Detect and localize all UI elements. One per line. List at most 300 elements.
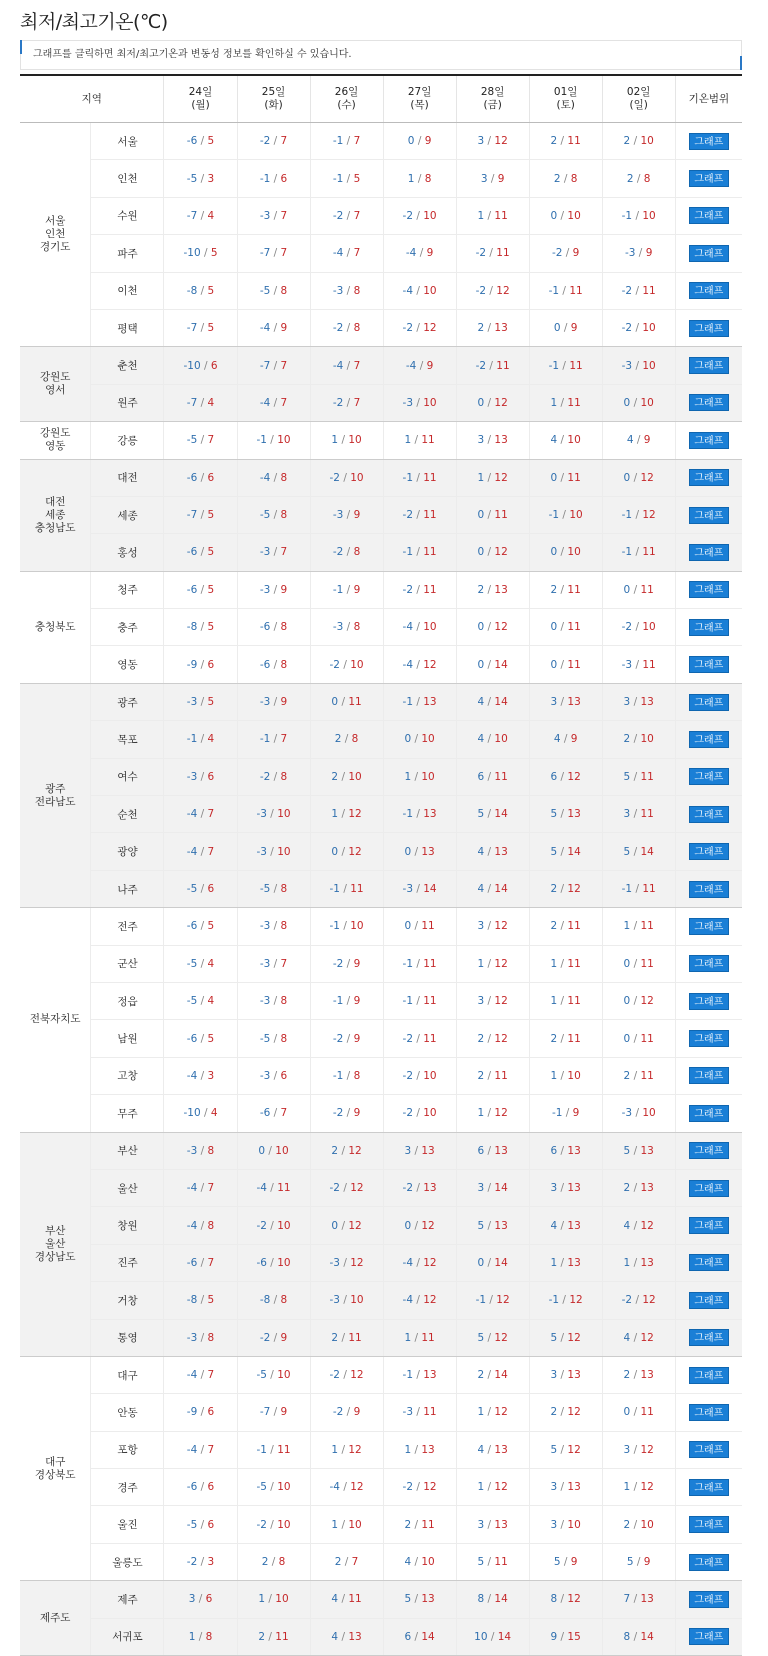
temp-cell: [237, 646, 310, 683]
graph-button[interactable]: 그래프: [689, 1367, 729, 1384]
city-name: 광양: [91, 833, 164, 870]
day-header: [529, 75, 602, 123]
temp-separator: /: [630, 845, 641, 858]
temp-cell: [383, 1581, 456, 1618]
graph-button[interactable]: 그래프: [689, 1217, 729, 1234]
min-temp: -3: [256, 845, 267, 858]
min-temp: 2: [258, 1630, 266, 1643]
graph-button[interactable]: 그래프: [689, 320, 729, 337]
min-temp: 4: [553, 733, 561, 746]
temp-separator: /: [343, 359, 354, 372]
city-name: 강릉: [91, 422, 164, 459]
region-cell: [20, 123, 91, 347]
min-temp: 2: [550, 883, 558, 895]
temp-separator: /: [266, 1481, 278, 1494]
max-temp: 11: [423, 509, 437, 522]
table-row: [20, 1618, 742, 1655]
max-temp: 6: [207, 1518, 215, 1531]
max-temp: 11: [348, 1593, 362, 1606]
temp-separator: /: [484, 920, 495, 933]
temp-separator: /: [413, 957, 424, 970]
temp-separator: /: [632, 1294, 643, 1307]
temp-cell: [164, 1095, 237, 1132]
graph-cell: [675, 309, 742, 346]
graph-button[interactable]: 그래프: [689, 881, 729, 898]
temp-separator: /: [343, 546, 354, 559]
min-temp: -1: [621, 546, 633, 559]
max-temp: 10: [494, 733, 508, 746]
min-temp: -1: [548, 509, 560, 522]
day-weekday: (화): [264, 99, 283, 111]
region-cell: [20, 1356, 91, 1580]
temp-cell: [383, 1207, 456, 1244]
max-temp: 12: [567, 883, 581, 895]
region-name: 경상남도: [34, 1250, 76, 1263]
min-temp: 3: [480, 172, 488, 185]
temp-cell: [602, 1207, 675, 1244]
min-temp: 2: [550, 920, 558, 933]
max-temp: 5: [207, 135, 215, 148]
temp-separator: /: [413, 1032, 424, 1045]
temp-cell: [237, 758, 310, 795]
temp-separator: /: [266, 1219, 278, 1232]
city-name: 서울: [91, 123, 164, 160]
min-temp: -5: [186, 883, 198, 895]
max-temp: 11: [567, 1032, 581, 1045]
max-temp: 10: [277, 1518, 291, 1531]
min-temp: -6: [186, 1481, 198, 1494]
min-temp: -6: [186, 583, 198, 596]
city-name: 울산: [91, 1169, 164, 1206]
graph-button[interactable]: 그래프: [689, 133, 729, 150]
min-temp: 0: [477, 546, 485, 559]
max-temp: 12: [494, 920, 508, 933]
graph-button[interactable]: 그래프: [689, 1329, 729, 1346]
min-temp: 0: [553, 322, 561, 335]
temp-separator: /: [343, 209, 354, 222]
temp-separator: /: [343, 396, 354, 409]
temp-cell: [456, 496, 529, 533]
min-temp: -5: [186, 957, 198, 970]
temp-separator: /: [411, 1219, 422, 1232]
max-temp: 7: [280, 396, 288, 409]
temperature-table: [20, 74, 742, 1656]
region-name: 대전: [45, 495, 66, 508]
max-temp: 12: [494, 396, 508, 409]
max-temp: 9: [280, 1406, 288, 1419]
max-temp: 11: [421, 434, 435, 447]
graph-button[interactable]: 그래프: [689, 806, 729, 823]
temp-separator: /: [266, 1369, 278, 1382]
graph-button[interactable]: 그래프: [689, 1254, 729, 1271]
temp-cell: [164, 1394, 237, 1431]
temp-separator: /: [557, 1256, 568, 1269]
max-temp: 9: [353, 1032, 361, 1045]
temp-separator: /: [343, 247, 354, 260]
max-temp: 8: [351, 733, 359, 746]
temp-separator: /: [270, 1331, 281, 1344]
graph-button[interactable]: 그래프: [689, 1180, 729, 1197]
graph-button[interactable]: 그래프: [689, 1554, 729, 1571]
min-temp: -2: [332, 1032, 344, 1045]
graph-cell: [675, 1095, 742, 1132]
max-temp: 12: [569, 1294, 583, 1307]
page-title: 최저/최고기온(℃): [20, 11, 168, 33]
graph-cell: [675, 160, 742, 197]
max-temp: 5: [207, 546, 215, 559]
min-temp: -4: [332, 247, 344, 260]
max-temp: 10: [567, 1069, 581, 1082]
temp-separator: /: [484, 808, 495, 821]
region-name: 강원도: [40, 427, 71, 440]
temp-separator: /: [195, 1630, 206, 1643]
temp-cell: [602, 459, 675, 496]
graph-button[interactable]: 그래프: [689, 1030, 729, 1047]
graph-button[interactable]: 그래프: [689, 1441, 729, 1458]
min-temp: -3: [259, 920, 271, 933]
graph-button[interactable]: 그래프: [689, 731, 729, 748]
max-temp: 11: [567, 621, 581, 634]
min-temp: 3: [623, 1443, 631, 1456]
region-name: 제주도: [40, 1611, 71, 1624]
graph-button[interactable]: 그래프: [689, 619, 729, 636]
min-temp: -2: [475, 247, 487, 260]
max-temp: 4: [207, 209, 215, 222]
temp-separator: /: [630, 1630, 641, 1643]
temp-cell: [383, 721, 456, 758]
city-name: 제주: [91, 1581, 164, 1618]
max-temp: 11: [640, 1032, 654, 1045]
temp-cell: [383, 1543, 456, 1580]
min-temp: -3: [621, 359, 633, 372]
max-temp: 8: [424, 172, 432, 185]
graph-button[interactable]: 그래프: [689, 993, 729, 1010]
graph-button[interactable]: 그래프: [689, 768, 729, 785]
temp-cell: [383, 908, 456, 945]
min-temp: 0: [331, 1219, 339, 1232]
table-row: [20, 1356, 742, 1393]
temp-separator: /: [559, 284, 570, 297]
temp-separator: /: [197, 1256, 208, 1269]
graph-button[interactable]: 그래프: [689, 544, 729, 561]
min-temp: -2: [402, 1069, 414, 1082]
temp-cell: [310, 1207, 383, 1244]
graph-cell: [675, 833, 742, 870]
min-temp: -6: [186, 471, 198, 484]
temp-cell: [310, 534, 383, 571]
max-temp: 12: [350, 1481, 364, 1494]
temp-separator: /: [340, 658, 351, 671]
graph-cell: [675, 496, 742, 533]
temp-cell: [383, 796, 456, 833]
temp-cell: [456, 1319, 529, 1356]
temp-separator: /: [484, 1481, 495, 1494]
range-header: 기온범위: [675, 75, 742, 123]
temp-separator: /: [197, 434, 208, 447]
graph-button[interactable]: 그래프: [689, 245, 729, 262]
temp-separator: /: [484, 1556, 495, 1569]
temp-cell: [456, 384, 529, 421]
max-temp: 13: [494, 322, 508, 335]
min-temp: -2: [475, 359, 487, 372]
table-row: [20, 534, 742, 571]
temp-separator: /: [197, 883, 208, 895]
min-temp: 0: [623, 471, 631, 484]
min-temp: 0: [623, 1406, 631, 1419]
temp-separator: /: [266, 1256, 278, 1269]
min-temp: -4: [402, 658, 414, 671]
graph-button[interactable]: 그래프: [689, 282, 729, 299]
graph-cell: [675, 534, 742, 571]
min-temp: -9: [186, 1406, 198, 1419]
temp-separator: /: [270, 995, 281, 1008]
temp-cell: [602, 1581, 675, 1618]
temp-cell: [310, 796, 383, 833]
temp-cell: [237, 272, 310, 309]
min-temp: 1: [477, 1481, 485, 1494]
temp-cell: [164, 1020, 237, 1057]
temp-cell: [383, 1132, 456, 1169]
graph-button[interactable]: 그래프: [689, 843, 729, 860]
max-temp: 10: [277, 1219, 291, 1232]
min-temp: -1: [332, 995, 344, 1008]
temp-separator: /: [270, 920, 281, 933]
max-temp: 8: [280, 658, 288, 671]
temp-cell: [310, 1020, 383, 1057]
temp-separator: /: [557, 1069, 568, 1082]
max-temp: 10: [423, 284, 437, 297]
graph-button[interactable]: 그래프: [689, 1142, 729, 1159]
min-temp: 1: [550, 995, 558, 1008]
day-header: [456, 75, 529, 123]
temp-separator: /: [340, 883, 351, 895]
graph-cell: [675, 459, 742, 496]
max-temp: 13: [494, 1219, 508, 1232]
temp-cell: [383, 683, 456, 720]
temp-separator: /: [413, 1294, 424, 1307]
temp-cell: [237, 683, 310, 720]
region-name: 충청북도: [34, 620, 76, 633]
min-temp: 5: [623, 845, 631, 858]
max-temp: 10: [277, 845, 291, 858]
temp-separator: /: [484, 1107, 495, 1120]
temp-separator: /: [632, 1107, 643, 1120]
temp-cell: [237, 870, 310, 907]
temp-cell: [237, 1319, 310, 1356]
temp-cell: [602, 1244, 675, 1281]
graph-button[interactable]: 그래프: [689, 694, 729, 711]
temp-cell: [383, 160, 456, 197]
min-temp: -3: [402, 396, 414, 409]
temp-separator: /: [413, 1256, 424, 1269]
city-name: 목포: [91, 721, 164, 758]
min-temp: -1: [186, 733, 198, 746]
max-temp: 11: [423, 471, 437, 484]
graph-button[interactable]: 그래프: [689, 432, 729, 449]
max-temp: 8: [207, 1219, 215, 1232]
graph-cell: [675, 758, 742, 795]
temp-cell: [529, 123, 602, 160]
max-temp: 7: [207, 1443, 215, 1456]
max-temp: 6: [280, 1069, 288, 1082]
temp-cell: [383, 609, 456, 646]
max-temp: 7: [353, 209, 361, 222]
temp-cell: [383, 384, 456, 421]
temp-cell: [456, 160, 529, 197]
max-temp: 10: [567, 546, 581, 559]
max-temp: 5: [207, 284, 215, 297]
graph-button[interactable]: 그래프: [689, 1292, 729, 1309]
graph-button[interactable]: 그래프: [689, 581, 729, 598]
temp-separator: /: [413, 583, 424, 596]
max-temp: 7: [280, 359, 288, 372]
graph-button[interactable]: 그래프: [689, 1516, 729, 1533]
max-temp: 3: [207, 172, 215, 185]
temp-cell: [237, 908, 310, 945]
graph-button[interactable]: 그래프: [689, 170, 729, 187]
max-temp: 11: [567, 471, 581, 484]
min-temp: 1: [404, 434, 412, 447]
graph-button[interactable]: 그래프: [689, 357, 729, 374]
temp-separator: /: [338, 696, 349, 709]
max-temp: 11: [567, 396, 581, 409]
min-temp: -2: [332, 546, 344, 559]
table-row: [20, 1581, 742, 1618]
temp-separator: /: [200, 247, 211, 260]
temp-separator: /: [630, 957, 641, 970]
graph-button[interactable]: 그래프: [689, 955, 729, 972]
max-temp: 10: [423, 1107, 437, 1120]
temp-separator: /: [343, 135, 354, 148]
temp-cell: [383, 1095, 456, 1132]
graph-button[interactable]: 그래프: [689, 1105, 729, 1122]
max-temp: 7: [280, 957, 288, 970]
max-temp: 11: [569, 284, 583, 297]
graph-button[interactable]: 그래프: [689, 1404, 729, 1421]
max-temp: 11: [567, 920, 581, 933]
min-temp: 3: [550, 1481, 558, 1494]
max-temp: 12: [642, 509, 656, 522]
min-temp: -2: [186, 1556, 198, 1569]
graph-button[interactable]: 그래프: [689, 394, 729, 411]
temp-cell: [310, 459, 383, 496]
min-temp: 0: [477, 658, 485, 671]
temp-cell: [164, 1282, 237, 1319]
graph-button[interactable]: 그래프: [689, 207, 729, 224]
min-temp: -4: [405, 359, 417, 372]
temp-separator: /: [557, 995, 568, 1008]
graph-cell: [675, 1431, 742, 1468]
temp-cell: [529, 235, 602, 272]
city-name: 통영: [91, 1319, 164, 1356]
max-temp: 12: [350, 1256, 364, 1269]
max-temp: 13: [423, 808, 437, 821]
max-temp: 11: [421, 1331, 435, 1344]
temp-cell: [310, 197, 383, 234]
graph-button[interactable]: 그래프: [689, 656, 729, 673]
temp-separator: /: [197, 770, 208, 783]
graph-button[interactable]: 그래프: [689, 469, 729, 486]
graph-button[interactable]: 그래프: [689, 918, 729, 935]
min-temp: 2: [331, 770, 339, 783]
max-temp: 12: [494, 1107, 508, 1120]
temp-cell: [383, 758, 456, 795]
graph-button[interactable]: 그래프: [689, 1067, 729, 1084]
day-date: 25일: [261, 86, 286, 98]
temp-cell: [456, 1543, 529, 1580]
max-temp: 12: [494, 1406, 508, 1419]
max-temp: 12: [423, 322, 437, 335]
max-temp: 12: [494, 1032, 508, 1045]
max-temp: 9: [570, 733, 578, 746]
min-temp: 2: [550, 1032, 558, 1045]
graph-button[interactable]: 그래프: [689, 507, 729, 524]
temp-cell: [529, 1169, 602, 1206]
max-temp: 11: [423, 546, 437, 559]
graph-cell: [675, 908, 742, 945]
max-temp: 14: [640, 845, 654, 858]
graph-button[interactable]: 그래프: [689, 1591, 729, 1608]
min-temp: -10: [183, 1107, 201, 1120]
min-temp: 0: [331, 696, 339, 709]
temp-separator: /: [266, 1443, 278, 1456]
min-temp: -4: [186, 808, 198, 821]
min-temp: -7: [259, 1406, 271, 1419]
temp-separator: /: [484, 1443, 495, 1456]
min-temp: -4: [259, 471, 271, 484]
max-temp: 11: [642, 546, 656, 559]
temp-cell: [602, 1469, 675, 1506]
day-date: 26일: [334, 86, 359, 98]
max-temp: 9: [353, 1107, 361, 1120]
max-temp: 4: [207, 396, 215, 409]
min-temp: -6: [259, 621, 271, 634]
max-temp: 11: [496, 359, 510, 372]
temp-separator: /: [413, 1369, 424, 1382]
min-temp: 3: [550, 1369, 558, 1382]
max-temp: 8: [353, 1069, 361, 1082]
temp-cell: [237, 945, 310, 982]
temp-cell: [529, 683, 602, 720]
max-temp: 11: [496, 247, 510, 260]
temp-separator: /: [630, 583, 641, 596]
region-name: 대구: [45, 1455, 66, 1468]
max-temp: 12: [494, 135, 508, 148]
temp-separator: /: [630, 1032, 641, 1045]
min-temp: 4: [404, 1556, 412, 1569]
min-temp: 2: [477, 583, 485, 596]
max-temp: 10: [277, 1369, 291, 1382]
graph-button[interactable]: 그래프: [689, 1479, 729, 1496]
temp-separator: /: [557, 1369, 568, 1382]
max-temp: 4: [210, 1107, 218, 1120]
table-row: [20, 422, 742, 459]
graph-cell: [675, 235, 742, 272]
max-temp: 4: [207, 957, 215, 970]
temp-cell: [310, 496, 383, 533]
temp-separator: /: [270, 135, 281, 148]
min-temp: -5: [259, 883, 271, 895]
temp-cell: [529, 609, 602, 646]
max-temp: 6: [207, 770, 215, 783]
temp-cell: [164, 272, 237, 309]
temp-separator: /: [632, 509, 643, 522]
max-temp: 3: [207, 1069, 215, 1082]
temp-separator: /: [343, 957, 354, 970]
temp-separator: /: [413, 396, 424, 409]
graph-button[interactable]: 그래프: [689, 1628, 729, 1645]
max-temp: 8: [353, 322, 361, 335]
